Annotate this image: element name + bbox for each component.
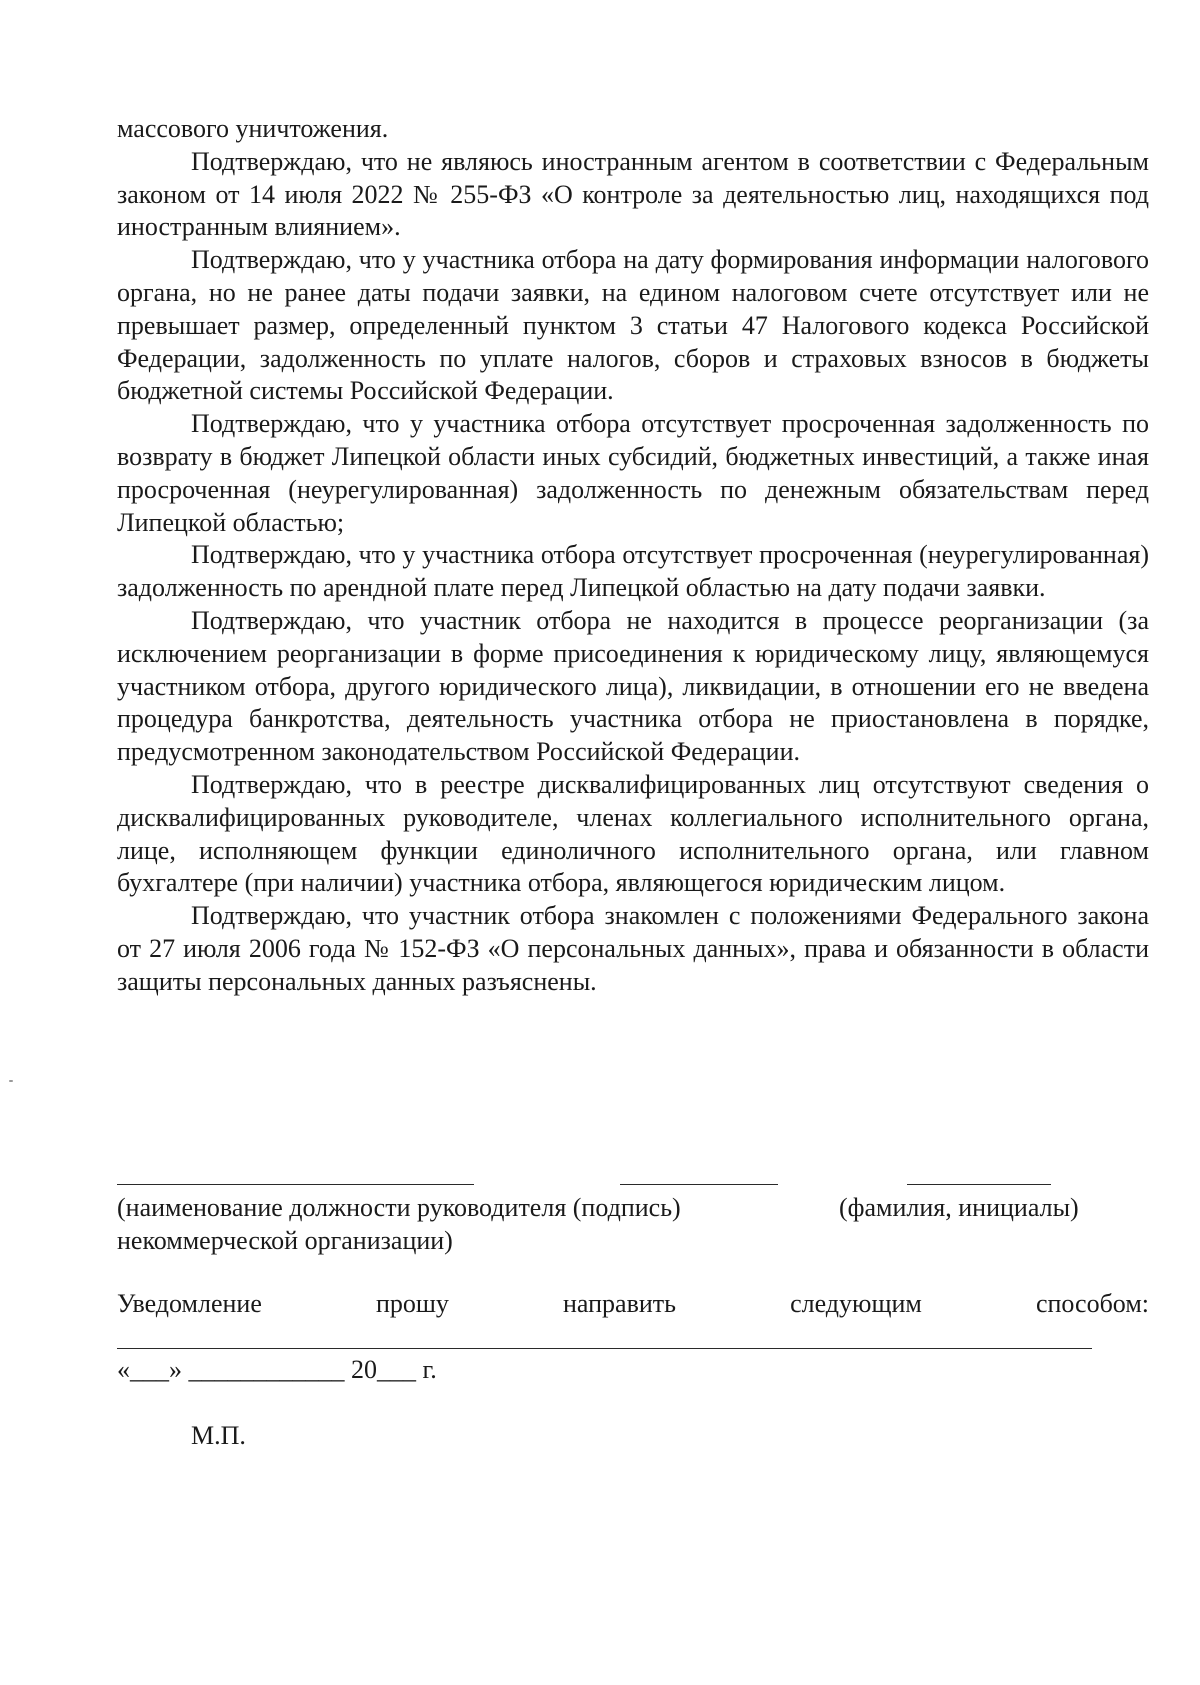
caption-position-signature: (наименование должности руководителя (подпись) [117,1193,681,1222]
notification-word: Уведомление [117,1289,262,1318]
body-text [117,113,1149,999]
paragraph-disqualified-persons: Подтверждаю, что в реестре дисквалифицированных лиц отсутствуют сведения о дисквалифицированных руководителе, членах коллегиального исполнительного органа, лице, исполняющем функции единоличного исполнительного органа, или главном бухгалтере (при наличии) участника отбора, являющегося юридическим лицом. [117,769,1149,898]
paragraph-tax-debt: Подтверждаю, что у участника отбора на дату формирования информации налогового органа, но не ранее даты подачи заявки, на едином налоговом счете отсутствует или не превышает размер, определенный пунктом 3 статьи 47 Налогового кодекса Российской Федерации, задолженность по уплате налогов, сборов и страховых взносов в бюджеты бюджетной системы Российской Федерации. [117,245,1149,406]
paragraph-rent-debt: Подтверждаю, что у участника отбора отсутствует просроченная (неурегулированная) задолженность по арендной плате перед Липецкой областью на дату подачи заявки. [117,540,1149,603]
notification-word: направить [563,1289,676,1318]
paragraph-personal-data: Подтверждаю, что участник отбора знакомлен с положениями Федерального закона от 27 июля 2006 года № 152-ФЗ «О персональных данных», права и обязанности в области защиты персональных данных разъяснены. [117,901,1149,996]
paragraph-reorganization: Подтверждаю, что участник отбора не находится в процессе реорганизации (за исключением реорганизации в форме присоединения к юридическому лицу, являющемуся участником отбора, другого юридического лица), ликвидации, в отношении его не введена процедура банкротства, деятельность участника отбора не приостановлена в порядке, предусмотренном законодательством Российской Федерации. [117,605,1149,767]
signature-line[interactable] [620,1184,778,1185]
caption-name-initials: (фамилия, инициалы) [839,1193,1079,1222]
name-initials-line[interactable] [907,1184,1051,1185]
paragraph-continuation: массового уничтожения. [117,114,389,143]
scan-speck [9,1080,13,1082]
signature-lines [0,1184,1200,1188]
date-field[interactable]: «___» ____________ 20___ г. [117,1355,437,1384]
notification-word: прошу [375,1289,449,1318]
paragraph-foreign-agent: Подтверждаю, что не являюсь иностранным агентом в соответствии с Федеральным законом от 14 июля 2022 № 255-ФЗ «О контроле за деятельностью лиц, находящихся под иностранным влиянием». [117,146,1149,242]
notification-word: способом: [1035,1289,1149,1318]
notification-request [117,1288,1149,1320]
notification-method-line[interactable] [117,1348,1092,1349]
signature-captions [117,1192,1149,1258]
caption-organization: некоммерческой организации) [117,1225,453,1255]
paragraph-budget-debt: Подтверждаю, что у участника отбора отсутствует просроченная задолженность по возврату в бюджет Липецкой области иных субсидий, бюджетных инвестиций, а также иная просроченная (неурегулированная) задолженность по денежным обязательствам перед Липецкой областью; [117,409,1149,537]
position-signature-line[interactable] [117,1184,474,1185]
notification-word: следующим [790,1289,922,1318]
stamp-place: М.П. [191,1421,246,1450]
